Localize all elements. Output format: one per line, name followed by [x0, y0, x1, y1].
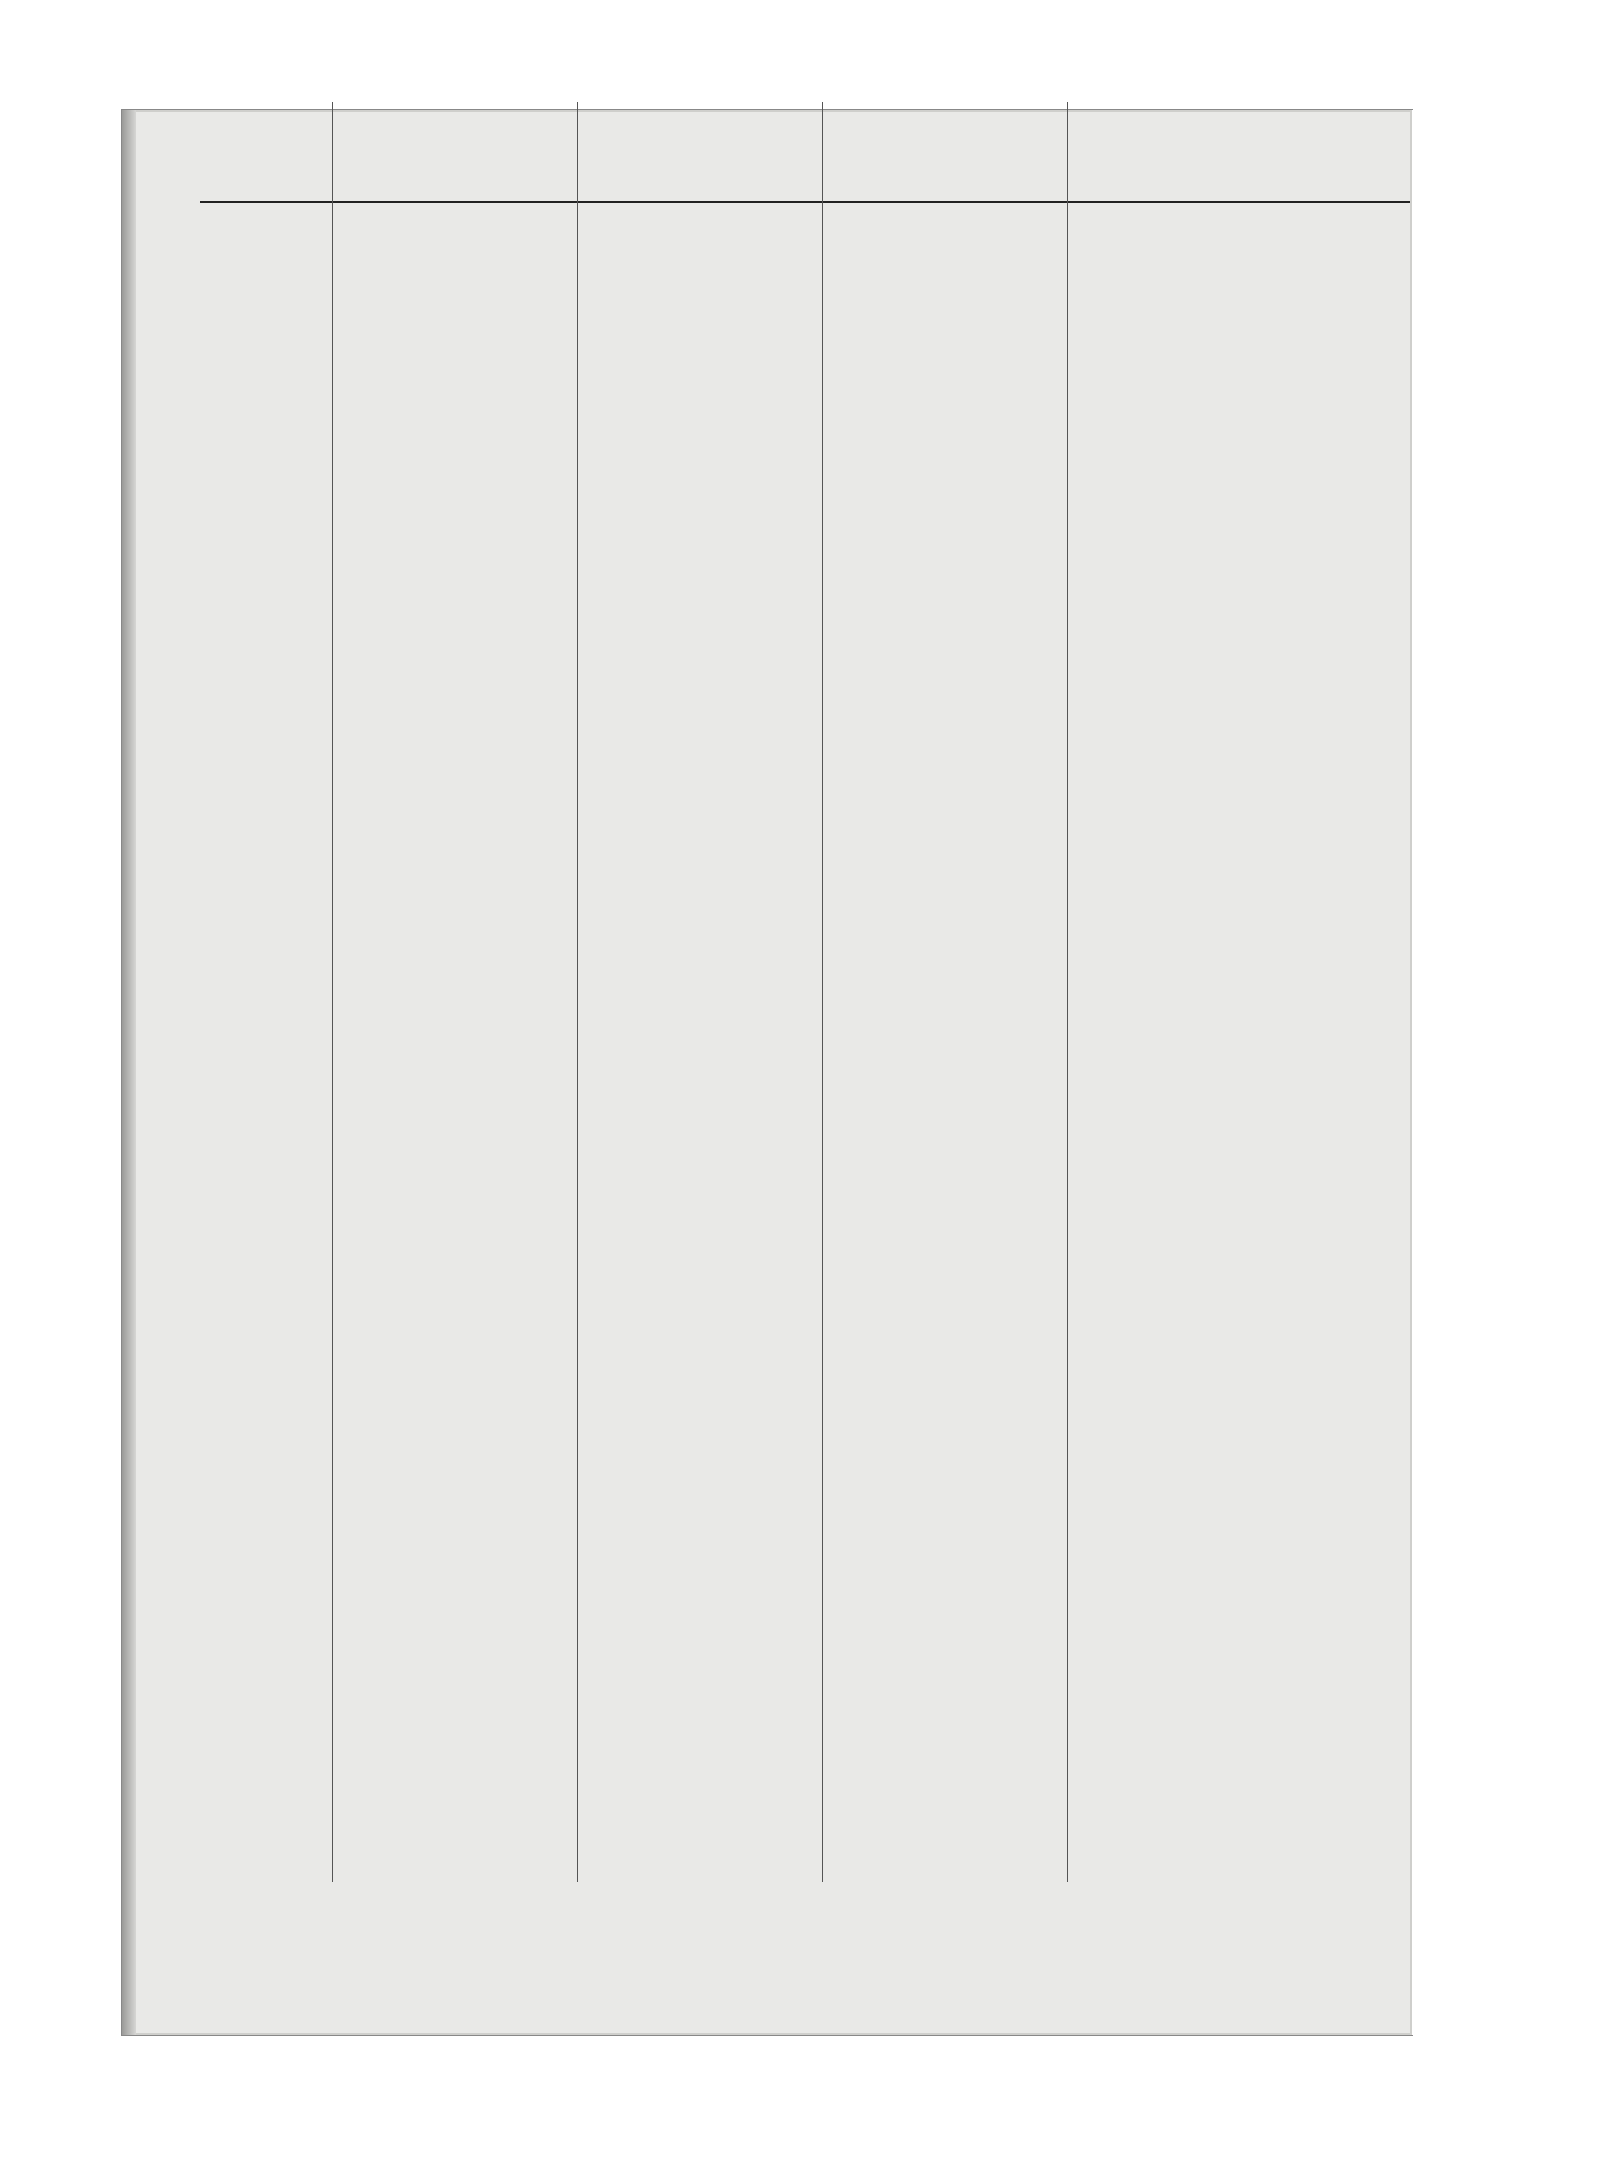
adjacent-page-margin	[1412, 110, 1600, 2035]
column-5	[1072, 102, 1304, 1902]
entry-columns	[92, 102, 1392, 1902]
column-3	[582, 102, 814, 1902]
column-divider	[332, 102, 333, 1882]
column-divider	[822, 102, 823, 1882]
column-divider	[577, 102, 578, 1882]
column-4	[827, 102, 1059, 1902]
column-divider	[1067, 102, 1068, 1882]
scan-bottom-margin	[0, 2085, 1600, 2177]
scan-top-margin	[0, 0, 1600, 48]
column-2	[337, 102, 569, 1902]
column-1	[92, 102, 324, 1902]
